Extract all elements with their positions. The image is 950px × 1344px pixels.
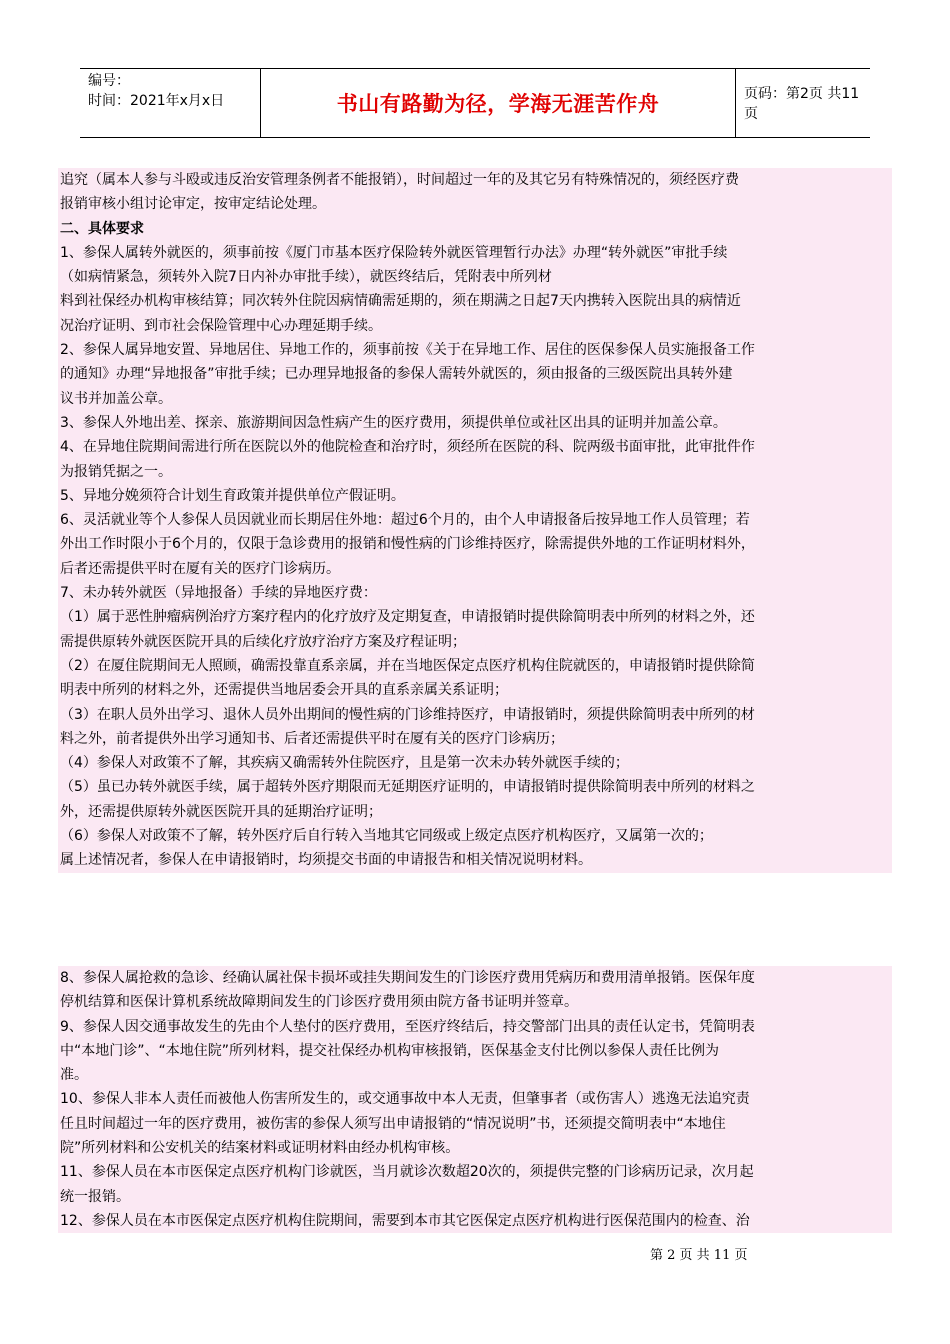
paragraph-line: 料到社保经办机构审核结算；同次转外住院因病情确需延期的，须在期满之日起7天内携转入医院出具的病情近 — [60, 293, 741, 310]
header-meta — [88, 71, 224, 111]
paragraph-line: 任且时间超过一年的医疗费用，被伤害的参保人须写出申请报销的“情况说明”书，还须提交简明表中“本地住 — [60, 1115, 726, 1132]
document-number-label: 编号： — [88, 73, 130, 89]
text-block-2 — [58, 966, 892, 1233]
paragraph-line: 5、异地分娩须符合计划生育政策并提供单位产假证明。 — [60, 487, 405, 504]
paragraph-line: 停机结算和医保计算机系统故障期间发生的门诊医疗费用须由院方备书证明并签章。 — [60, 994, 578, 1011]
page-header — [80, 68, 870, 138]
paragraph-line: （2）在厦住院期间无人照顾，确需投靠直系亲属，并在当地医保定点医疗机构住院就医的，申请报销时提供除简 — [60, 657, 755, 674]
header-motto: 书山有路勤为径，学海无涯苦作舟 — [260, 69, 736, 137]
paragraph-line: （4）参保人对政策不了解，其疾病又确需转外住院医疗，且是第一次未办转外就医手续的； — [60, 755, 629, 772]
document-time-label: 时间：2021年x月x日 — [88, 93, 225, 109]
paragraph-line: （6）参保人对政策不了解，转外医疗后自行转入当地其它同级或上级定点医疗机构医疗，又属第一次的； — [60, 828, 713, 845]
paragraph-line: 报销审核小组讨论审定，按审定结论处理。 — [60, 196, 326, 213]
paragraph-line: 8、参保人属抢救的急诊、经确认属社保卡损坏或挂失期间发生的门诊医疗费用凭病历和费用清单报销。医保年度 — [60, 970, 755, 986]
paragraph-line: （3）在职人员外出学习、退休人员外出期间的慢性病的门诊维持医疗，申请报销时，须提供除简明表中所列的材 — [60, 706, 755, 723]
paragraph-line: 外，还需提供原转外就医医院开具的延期治疗证明； — [60, 803, 382, 820]
paragraph-line: 为报销凭据之一。 — [60, 463, 172, 480]
paragraph-line: 需提供原转外就医医院开具的后续化疗放疗治疗方案及疗程证明； — [60, 633, 466, 650]
paragraph-line: 统一报销。 — [60, 1188, 130, 1205]
paragraph-line: 料之外，前者提供外出学习通知书、后者还需提供平时在厦有关的医疗门诊病历； — [60, 730, 564, 747]
paragraph-line: 1、参保人属转外就医的，须事前按《厦门市基本医疗保险转外就医管理暂行办法》办理“转外就医”审批手续 — [60, 244, 728, 261]
paragraph-line: 外出工作时限小于6个月的，仅限于急诊费用的报销和慢性病的门诊维持医疗，除需提供外地的工作证明材料外， — [60, 536, 755, 553]
page-footer: 第 2 页 共 11 页 — [650, 1248, 748, 1263]
paragraph-line: 10、参保人非本人责任而被他人伤害所发生的，或交通事故中本人无责，但肇事者（或伤害人）逃逸无法追究责 — [60, 1091, 750, 1108]
paragraph-line: 追究（属本人参与斗殴或违反治安管理条例者不能报销），时间超过一年的及其它另有特殊情况的，须经医疗费 — [60, 172, 739, 188]
paragraph-line: （5）虽已办转外就医手续，属于超转外医疗期限而无延期医疗证明的，申请报销时提供除简明表中所列的材料之 — [60, 779, 755, 796]
section-heading: 二、具体要求 — [60, 220, 144, 237]
paragraph-line: 9、参保人因交通事故发生的先由个人垫付的医疗费用，至医疗终结后，持交警部门出具的责任认定书，凭简明表 — [60, 1018, 755, 1035]
paragraph-line: （如病情紧急，须转外入院7日内补办审批手续），就医终结后，凭附表中所列材 — [60, 269, 552, 286]
paragraph-line: 后者还需提供平时在厦有关的医疗门诊病历。 — [60, 560, 340, 577]
paragraph-line: 中“本地门诊”、“本地住院”所列材料，提交社保经办机构审核报销，医保基金支付比例以参保人责任比例为 — [60, 1042, 720, 1059]
paragraph-line: 3、参保人外地出差、探亲、旅游期间因急性病产生的医疗费用，须提供单位或社区出具的证明并加盖公章。 — [60, 414, 727, 431]
text-block-1 — [58, 168, 892, 873]
paragraph-line: 况治疗证明、到市社会保险管理中心办理延期手续。 — [60, 317, 382, 334]
paragraph-line: 6、灵活就业等个人参保人员因就业而长期居住外地：超过6个月的，由个人申请报备后按异地工作人员管理；若 — [60, 512, 750, 529]
paragraph-line: 2、参保人属异地安置、异地居住、异地工作的，须事前按《关于在异地工作、居住的医保参保人员实施报备工作 — [60, 342, 755, 359]
paragraph-line: 议书并加盖公章。 — [60, 390, 172, 407]
paragraph-line: 的通知》办理“异地报备”审批手续；已办理异地报备的参保人需转外就医的，须由报备的三级医院出具转外建 — [60, 366, 733, 383]
paragraph-line: 11、参保人员在本市医保定点医疗机构门诊就医，当月就诊次数超20次的，须提供完整的门诊病历记录，次月起 — [60, 1164, 754, 1181]
paragraph-line: 属上述情况者，参保人在申请报销时，均须提交书面的申请报告和相关情况说明材料。 — [60, 852, 592, 869]
header-page-label: 页码：第2页 共11页 — [744, 86, 860, 122]
paragraph-line: 7、未办转外就医（异地报备）手续的异地医疗费： — [60, 585, 377, 602]
paragraph-line: 明表中所列的材料之外，还需提供当地居委会开具的直系亲属关系证明； — [60, 682, 508, 699]
paragraph-line: （1）属于恶性肿瘤病例治疗方案疗程内的化疗放疗及定期复查，申请报销时提供除简明表中所列的材料之外，还 — [60, 609, 755, 626]
paragraph-line: 12、参保人员在本市医保定点医疗机构住院期间，需要到本市其它医保定点医疗机构进行医保范围内的检查、治 — [60, 1212, 750, 1229]
paragraph-line: 准。 — [60, 1067, 88, 1084]
paragraph-line: 院”所列材料和公安机关的结案材料或证明材料由经办机构审核。 — [60, 1140, 460, 1157]
paragraph-line: 4、在异地住院期间需进行所在医院以外的他院检查和治疗时，须经所在医院的科、院两级书面审批，此审批件作 — [60, 439, 755, 456]
